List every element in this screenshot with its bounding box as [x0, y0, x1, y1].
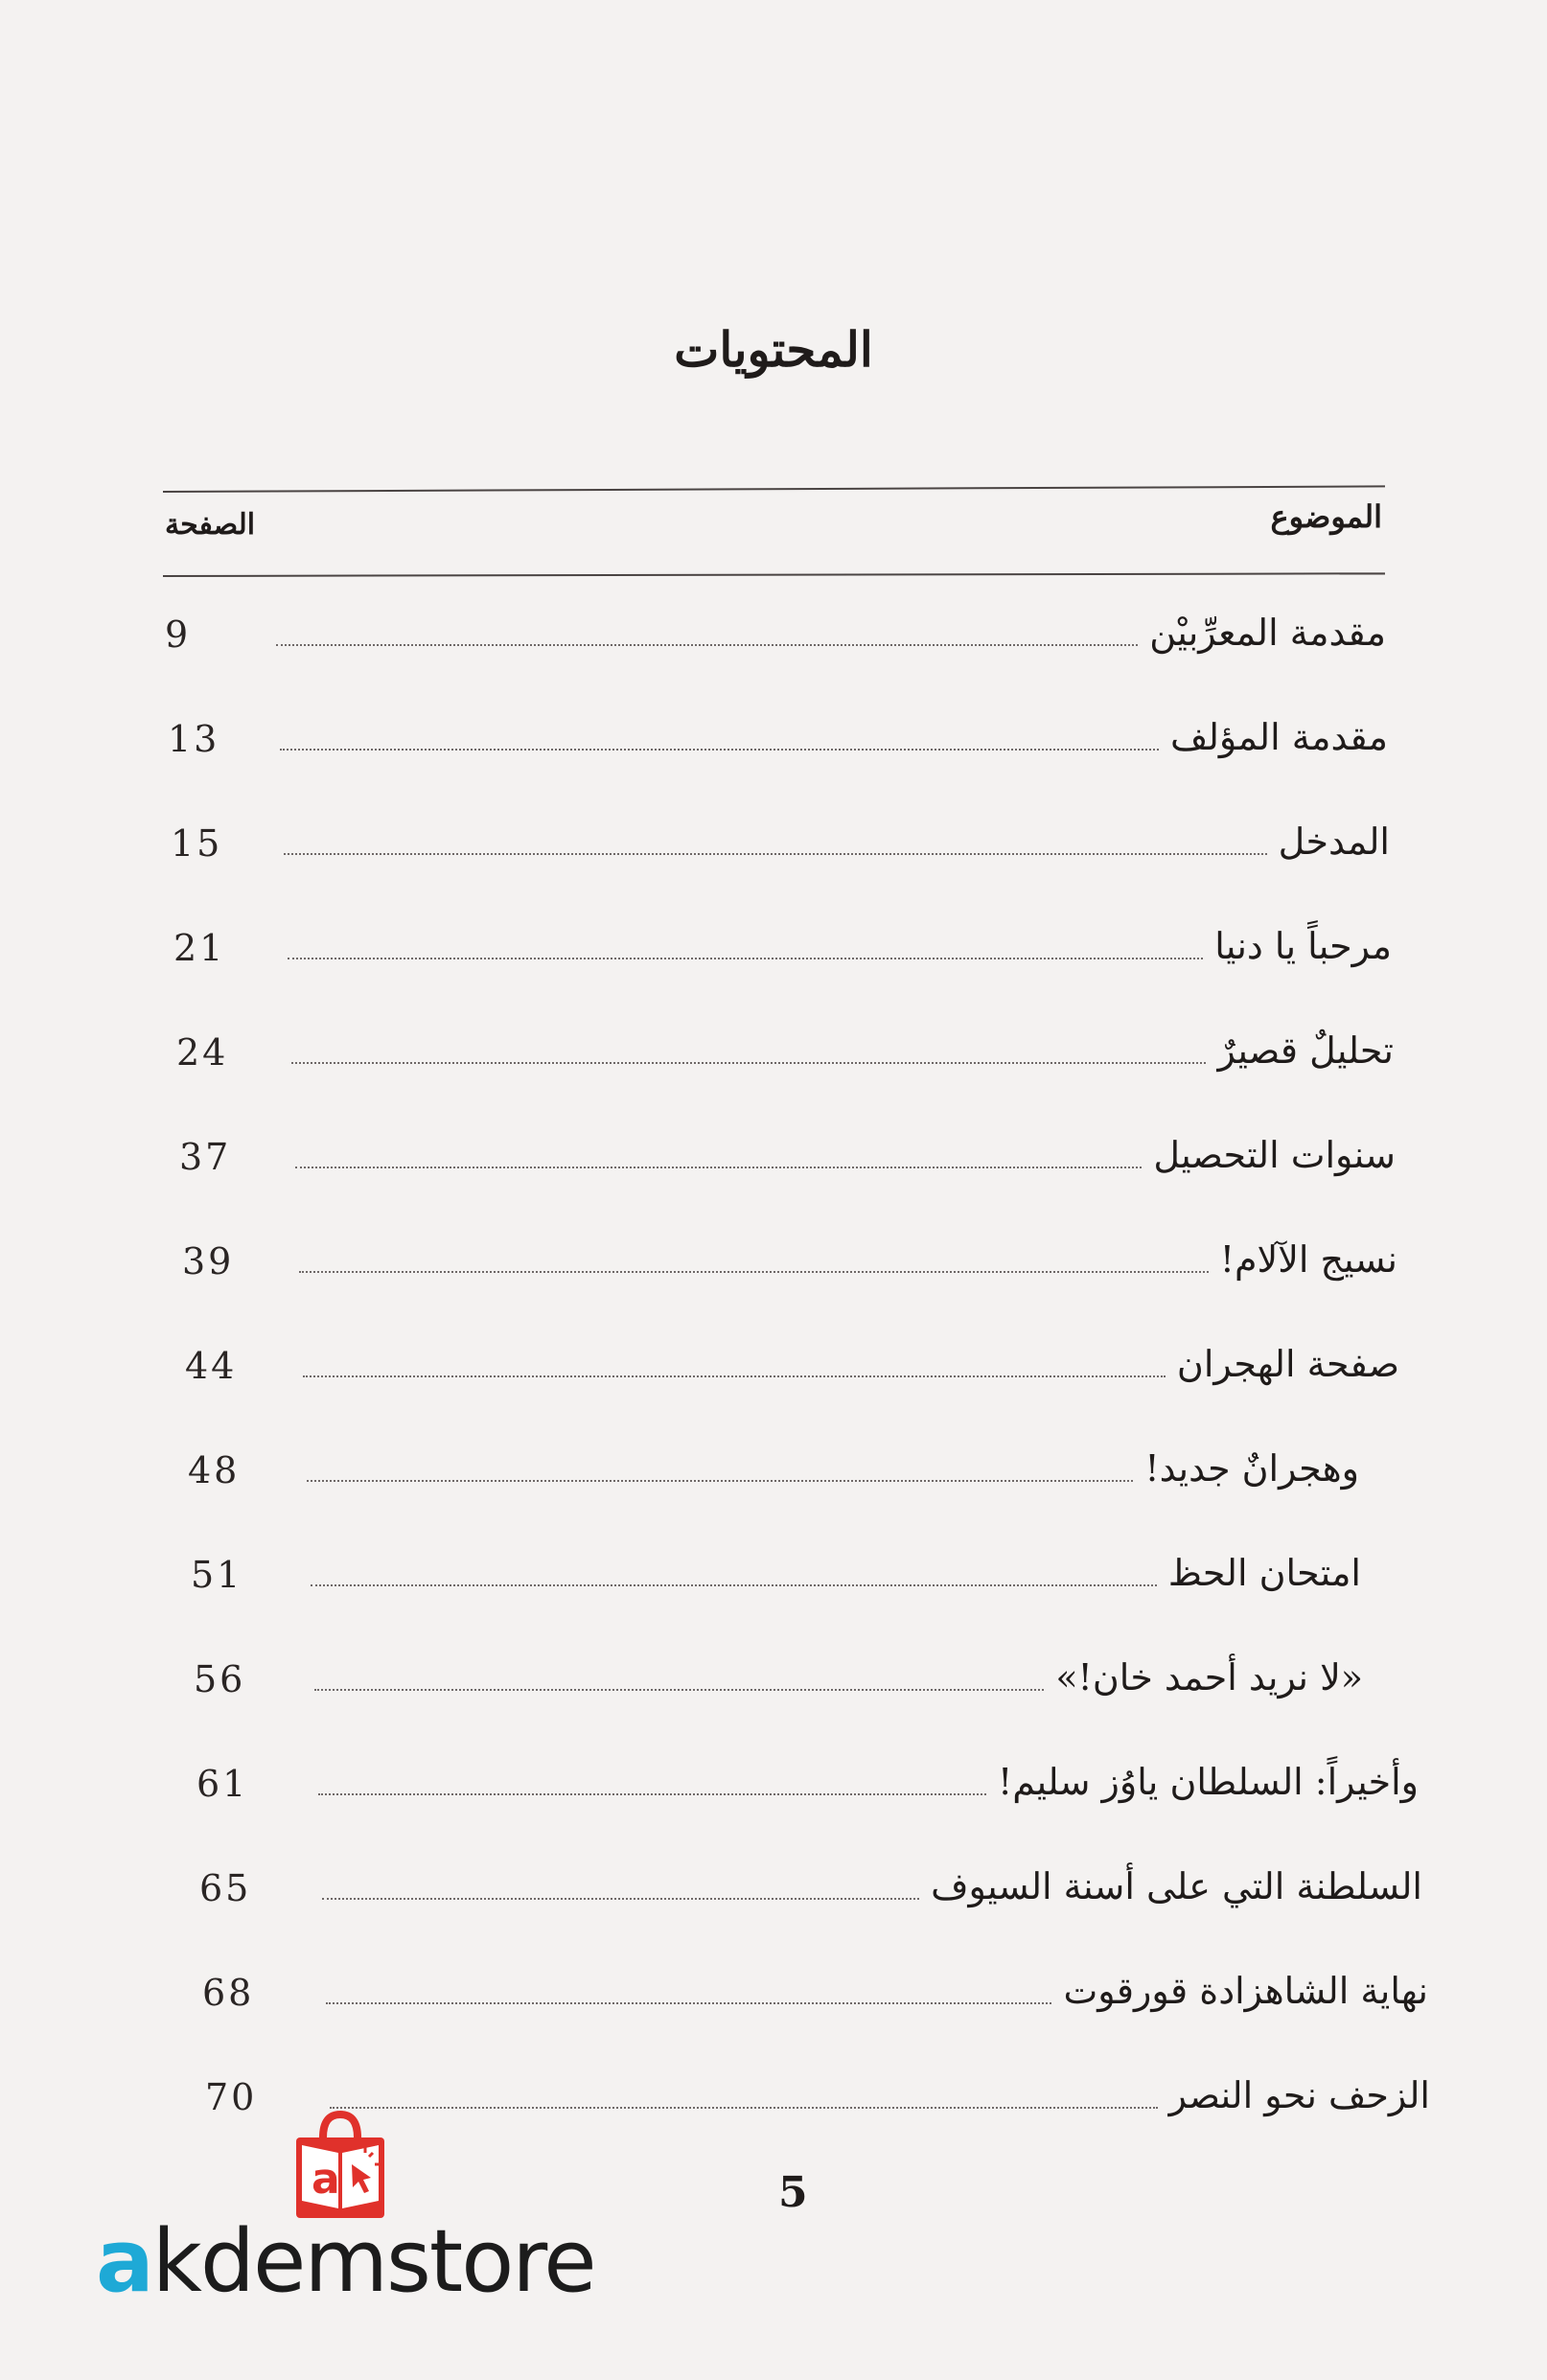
- toc-entry: [0, 1542, 1547, 1600]
- toc-leader-dots: [307, 1480, 1133, 1482]
- toc-entry-page: 48: [188, 1449, 241, 1491]
- header-topic: الموضوع: [1270, 498, 1382, 535]
- toc-entry-label: السلطنة التي على أسنة السيوف: [931, 1865, 1422, 1907]
- toc-entry-label: «لا نريد أحمد خان!»: [1055, 1656, 1363, 1698]
- toc-entry-page: 70: [205, 2076, 258, 2118]
- toc-entry-label: مرحباً يا دنيا: [1214, 925, 1392, 967]
- shopping-bag-book-icon: [283, 2109, 398, 2224]
- toc-leader-dots: [284, 853, 1267, 855]
- toc-entry: [0, 1438, 1547, 1495]
- toc-entry: [0, 1856, 1547, 1913]
- header-page: الصفحة: [165, 508, 256, 542]
- toc-entry-page: 24: [176, 1031, 229, 1074]
- toc-entry-page: 56: [194, 1658, 246, 1700]
- toc-entry: [0, 1333, 1547, 1391]
- toc-leader-dots: [299, 1271, 1209, 1273]
- toc-entry-label: نسيج الآلام!: [1219, 1238, 1397, 1281]
- toc-entry: [0, 602, 1547, 659]
- toc-entry: [0, 1020, 1547, 1077]
- toc-leader-dots: [318, 1793, 986, 1795]
- toc-entry: [0, 811, 1547, 868]
- toc-leader-dots: [326, 2002, 1051, 2004]
- toc-entry-page: 37: [179, 1136, 232, 1178]
- toc-leader-dots: [291, 1062, 1206, 1064]
- toc-leader-dots: [280, 749, 1159, 751]
- toc-entry: [0, 915, 1547, 973]
- toc-entry-page: 44: [185, 1345, 238, 1387]
- toc-entry-label: تحليلٌ قصيرٌ: [1217, 1029, 1394, 1072]
- toc-entry: [0, 1124, 1547, 1182]
- toc-entry-label: سنوات التحصيل: [1153, 1134, 1396, 1176]
- toc-entry: [0, 1229, 1547, 1286]
- toc-entry-page: 68: [202, 1972, 255, 2014]
- toc-entry-label: وأخيراً: السلطان ياوُز سليم!: [997, 1761, 1419, 1803]
- toc-entry: [0, 1960, 1547, 2018]
- page-number: 5: [778, 2168, 808, 2217]
- toc-entry-page: 13: [168, 718, 220, 760]
- toc-leader-dots: [276, 644, 1138, 646]
- toc-leader-dots: [295, 1167, 1142, 1168]
- toc-entry-page: 21: [173, 927, 226, 969]
- toc-entry: [0, 1647, 1547, 1704]
- toc-entry-label: نهاية الشاهزادة قورقوت: [1063, 1970, 1428, 2012]
- toc-entry-label: صفحة الهجران: [1176, 1343, 1399, 1385]
- toc-entry-label: مقدمة المعرِّبيْن: [1149, 612, 1386, 654]
- toc-entry-label: امتحان الحظ: [1167, 1552, 1361, 1594]
- toc-leader-dots: [303, 1375, 1166, 1377]
- toc-entry-label: مقدمة المؤلف: [1170, 716, 1388, 758]
- toc-entry: [0, 706, 1547, 764]
- toc-leader-dots: [311, 1584, 1157, 1586]
- toc-entry-page: 61: [196, 1763, 249, 1805]
- logo-wordmark: [96, 2211, 595, 2312]
- toc-entry-page: 51: [191, 1554, 243, 1596]
- page-title: المحتويات: [674, 321, 873, 378]
- toc-entry-label: وهجرانٌ جديد!: [1144, 1447, 1359, 1490]
- svg-text:a: a: [312, 2155, 340, 2204]
- toc-leader-dots: [322, 1898, 919, 1900]
- logo-letter-a: a: [96, 2211, 152, 2312]
- toc-entry-label: المدخل: [1278, 820, 1390, 863]
- toc-entry: [0, 1751, 1547, 1809]
- toc-entry-page: 9: [165, 613, 192, 656]
- logo-text-rest: kdemstore: [151, 2211, 595, 2312]
- toc-entry-page: 39: [182, 1240, 235, 1282]
- toc-entry-page: 15: [171, 822, 223, 865]
- toc-entry-page: 65: [199, 1867, 252, 1909]
- toc-leader-dots: [288, 958, 1203, 959]
- toc-entry-label: الزحف نحو النصر: [1168, 2074, 1430, 2116]
- toc-leader-dots: [314, 1689, 1044, 1691]
- store-logo: [96, 2109, 613, 2310]
